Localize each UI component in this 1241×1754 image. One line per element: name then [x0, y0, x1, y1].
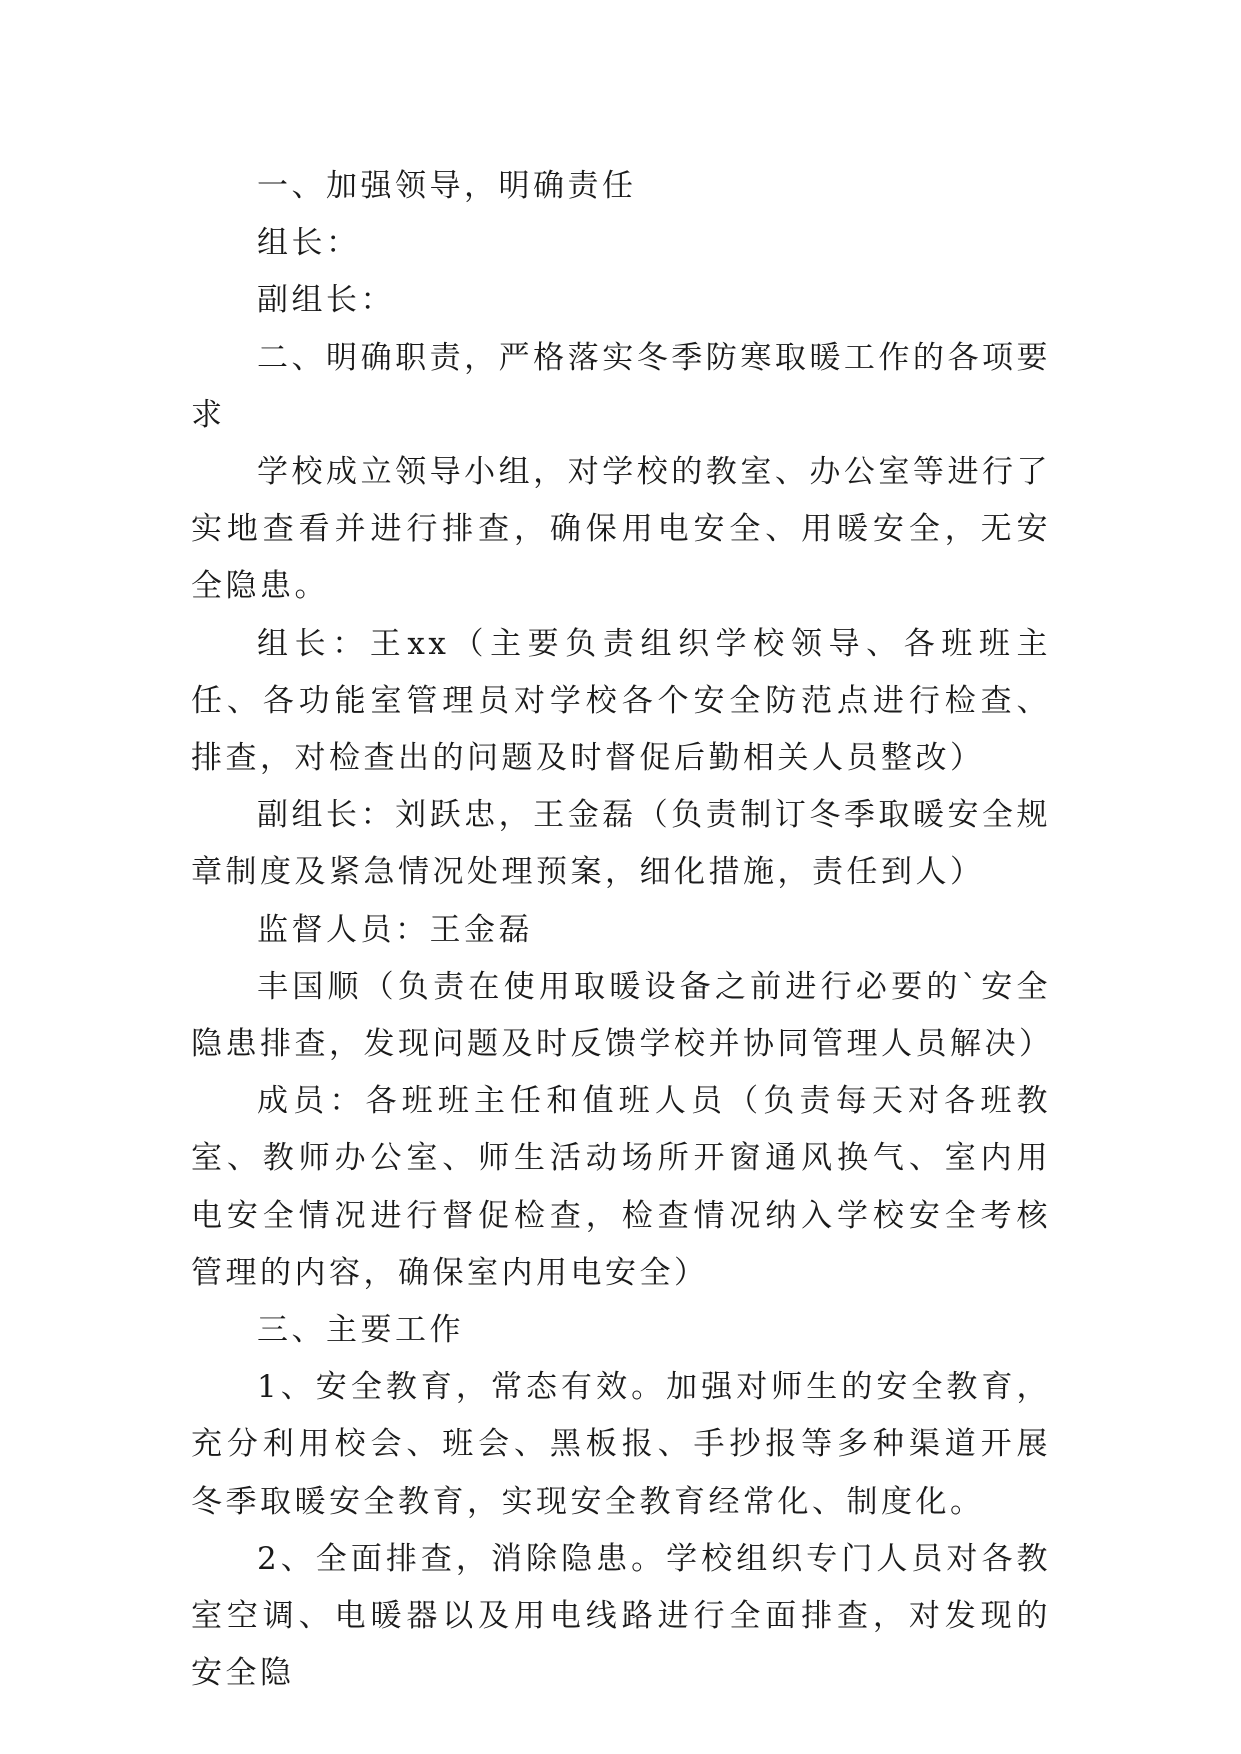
paragraph-leading-group: 学校成立领导小组，对学校的教室、办公室等进行了实地查看并进行排查，确保用电安全、用暖安全，无安全隐患。 — [191, 454, 1051, 605]
paragraph-leader-duty: 组长：王xx（主要负责组织学校领导、各班班主任、各功能室管理员对学校各个安全防范点进行检查、排查，对检查出的问题及时督促后勤相关人员整改） — [191, 625, 1051, 777]
paragraph-supervisor: 监督人员：王金磊 — [257, 911, 533, 948]
paragraph-work-item-1: 1、安全教育，常态有效。加强对师生的安全教育，充分利用校会、班会、黑板报、手抄报等多种渠道开展冬季取暖安全教育，实现安全教育经常化、制度化。 — [191, 1369, 1051, 1520]
paragraph-deputy-duty: 副组长：刘跃忠，王金磊（负责制订冬季取暖安全规章制度及紧急情况处理预案，细化措施，责任到人） — [191, 797, 1051, 891]
section-heading-leadership: 一、加强领导，明确责任 — [257, 168, 637, 204]
document-body — [191, 158, 1054, 1702]
section-heading-main-work: 三、主要工作 — [257, 1312, 464, 1349]
leader-label: 组长： — [257, 225, 361, 262]
paragraph-work-item-2: 2、全面排查，消除隐患。学校组织专门人员对各教室空调、电暖器以及用电线路进行全面排查，对发现的安全隐 — [191, 1540, 1051, 1692]
section-heading-duties: 二、明确职责，严格落实冬季防寒取暖工作的各项要求 — [191, 339, 1051, 433]
paragraph-members-duty: 成员：各班班主任和值班人员（负责每天对各班教室、教师办公室、师生活动场所开窗通风换气、室内用电安全情况进行督促检查，检查情况纳入学校安全考核管理的内容，确保室内用电安全） — [191, 1083, 1051, 1291]
paragraph-inspector-duty: 丰国顺（负责在使用取暖设备之前进行必要的`安全隐患排查，发现问题及时反馈学校并协同管理人员解决） — [191, 968, 1054, 1063]
deputy-leader-label: 副组长： — [257, 282, 395, 319]
